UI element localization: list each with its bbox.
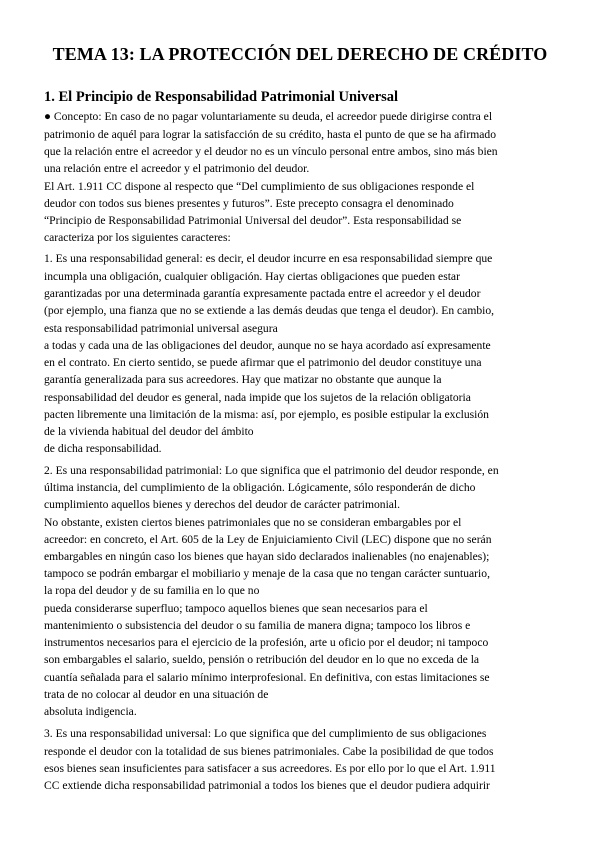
body-line: que la relación entre el acreedor y el deudor no es un vínculo personal entre ambos, sino más bien [44, 145, 498, 158]
body-line: 3. Es una responsabilidad universal: Lo que significa que del cumplimiento de sus obligaciones [44, 727, 487, 740]
body-line: absoluta indigencia. [44, 705, 137, 718]
body-line: en el contrato. En cierto sentido, se puede afirmar que el patrimonio del deudor constituye una [44, 356, 482, 369]
body-line: trata de no colocar al deudor en una situación de [44, 688, 269, 701]
body-line: “Principio de Responsabilidad Patrimonial Universal del deudor”. Esta responsabilidad se [44, 214, 462, 227]
body-line: deudor con todos sus bienes presentes y futuros”. Este precepto consagra el denominado [44, 197, 454, 210]
body-line: ● Concepto: En caso de no pagar voluntariamente su deuda, el acreedor puede dirigirse contra el [44, 110, 493, 123]
body-line: incumpla una obligación, cualquier obligación. Hay ciertas obligaciones que pueden estar [44, 270, 460, 283]
body-line: garantía generalizada para sus acreedores. Hay que matizar no obstante que aunque la [44, 373, 442, 386]
body-line: 1. Es una responsabilidad general: es decir, el deudor incurre en esa responsabilidad siempre que [44, 252, 493, 265]
body-line: última instancia, del cumplimiento de la obligación. Lógicamente, sólo responderán de dicho [44, 481, 476, 494]
body-line: responsabilidad del deudor es general, nada impide que los sujetos de la relación obligatoria [44, 391, 471, 404]
body-line: pueda considerarse superfluo; tampoco aquellos bienes que sean necesarios para el [44, 602, 428, 615]
body-line: El Art. 1.911 CC dispone al respecto que “Del cumplimiento de sus obligaciones responde el [44, 180, 475, 193]
document-title: TEMA 13: LA PROTECCIÓN DEL DERECHO DE CRÉDITO [52, 44, 548, 64]
body-line: embargables en ningún caso los bienes que hayan sido declarados inalienables (no enajenables); [44, 550, 490, 563]
body-line: instrumentos necesarios para el ejercicio de la profesión, arte u oficio por el deudor; ni tampoco [44, 636, 489, 649]
body-line: esos bienes sean insuficientes para satisfacer a sus acreedores. Es por ello por lo que el Art. 1.911 [44, 762, 496, 775]
body-line: una relación entre el acreedor y el patrimonio del deudor. [44, 162, 310, 175]
body-line: tampoco se podrán embargar el mobiliario y menaje de la casa que no tengan carácter suntuario, [44, 567, 490, 580]
body-line: cumplimiento aquellos bienes y derechos del deudor de carácter patrimonial. [44, 498, 401, 511]
body-line: No obstante, existen ciertos bienes patrimoniales que no se consideran embargables por el [44, 516, 462, 529]
body-line: la ropa del deudor y de su familia en lo que no [44, 584, 260, 597]
body-line: caracteriza por los siguientes caracteres: [44, 231, 231, 244]
section-heading: 1. El Principio de Responsabilidad Patrimonial Universal [44, 89, 399, 105]
body-line: pacten libremente una limitación de la misma: así, por ejemplo, es posible estipular la exclusión [44, 408, 489, 421]
body-line: (por ejemplo, una fianza que no se extiende a las demás deudas que tenga el deudor). En cambio, [44, 304, 495, 317]
body-line: CC extiende dicha responsabilidad patrimonial a todos los bienes que el deudor pudiera adquirir [44, 779, 490, 792]
body-line: garantizadas por una determinada garantía expresamente pactada entre el acreedor y el deudor [44, 287, 481, 300]
body-line: acreedor: en concreto, el Art. 605 de la Ley de Enjuiciamiento Civil (LEC) dispone que no serán [44, 533, 492, 546]
body-line: responde el deudor con la totalidad de sus bienes patrimoniales. Cabe la posibilidad de que todos [44, 745, 494, 758]
body-line: a todas y cada una de las obligaciones del deudor, aunque no se haya acordado así expresamente [44, 339, 491, 352]
body-line: 2. Es una responsabilidad patrimonial: Lo que significa que el patrimonio del deudor responde, en [44, 464, 499, 477]
body-line: de dicha responsabilidad. [44, 442, 162, 455]
body-line: mantenimiento o subsistencia del deudor o su familia de manera digna; tampoco los libros e [44, 619, 471, 632]
body-line: cuantía señalada para el salario mínimo interprofesional. En definitiva, con estas limitaciones se [44, 671, 490, 684]
body-line: de la vivienda habitual del deudor del ámbito [44, 425, 254, 438]
body-line: patrimonio de aquél para lograr la satisfacción de su crédito, hasta el punto de que se ha afirmado [44, 128, 496, 141]
body-line: esta responsabilidad patrimonial universal asegura [44, 322, 278, 335]
body-line: son embargables el salario, sueldo, pensión o retribución del deudor en lo que no exceda de la [44, 653, 480, 666]
